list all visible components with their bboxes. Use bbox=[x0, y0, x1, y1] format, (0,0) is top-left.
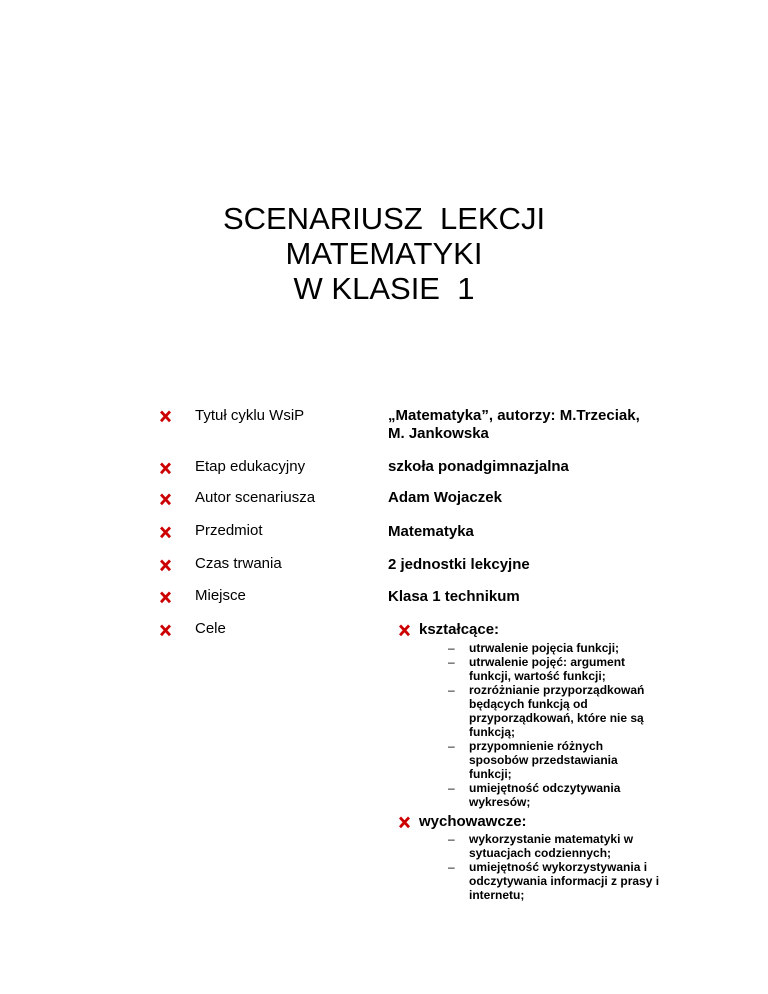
row-value bbox=[388, 489, 748, 507]
title-line-1: SCENARIUSZ LEKCJI bbox=[222, 201, 546, 236]
row-value bbox=[388, 588, 748, 606]
red-cross-icon bbox=[158, 590, 173, 605]
row-label: Tytuł cyklu WsiP bbox=[195, 407, 305, 424]
row-value-line: Adam Wojaczek bbox=[388, 489, 502, 506]
list-item bbox=[448, 655, 708, 683]
title-line-3: W KLASIE 1 bbox=[293, 271, 475, 306]
list-item-line: funkcją; bbox=[469, 725, 516, 739]
row-value bbox=[388, 407, 748, 443]
red-cross-icon bbox=[397, 623, 412, 638]
red-cross-icon bbox=[158, 492, 173, 507]
row-value-line: Klasa 1 technikum bbox=[388, 588, 520, 605]
row-value-line: „Matematyka”, autorzy: M.Trzeciak, bbox=[388, 407, 640, 424]
list-item-line: internetu; bbox=[469, 888, 525, 902]
dash: – bbox=[448, 781, 455, 795]
dash: – bbox=[448, 683, 455, 697]
list-item-line: funkcji, wartość funkcji; bbox=[469, 669, 606, 683]
row-value bbox=[388, 556, 748, 574]
list-item-line: utrwalenie pojęcia funkcji; bbox=[469, 641, 620, 655]
dash: – bbox=[448, 655, 455, 669]
dash: – bbox=[448, 641, 455, 655]
red-cross-icon bbox=[158, 525, 173, 540]
list-item bbox=[448, 641, 708, 655]
list-item-line: utrwalenie pojęć: argument bbox=[469, 655, 626, 669]
list-item-line: przyporządkowań, które nie są bbox=[469, 711, 644, 725]
list-item bbox=[448, 739, 708, 781]
list-item-line: funkcji; bbox=[469, 767, 512, 781]
goals-upbringing-list bbox=[448, 832, 708, 902]
dash: – bbox=[448, 860, 455, 874]
red-cross-icon bbox=[158, 623, 173, 638]
red-cross-icon bbox=[158, 461, 173, 476]
goals-upbringing-title: wychowawcze: bbox=[419, 813, 527, 830]
row-value-line: szkoła ponadgimnazjalna bbox=[388, 458, 569, 475]
list-item-line: przypomnienie różnych bbox=[469, 739, 604, 753]
row-value bbox=[388, 458, 748, 476]
row-label: Cele bbox=[195, 620, 226, 637]
row-value-line: 2 jednostki lekcyjne bbox=[388, 556, 530, 573]
list-item-line: umiejętność odczytywania bbox=[469, 781, 621, 795]
row-label: Miejsce bbox=[195, 587, 246, 604]
list-item-line: odczytywania informacji z prasy i bbox=[469, 874, 660, 888]
list-item-line: wykresów; bbox=[469, 795, 531, 809]
row-label: Przedmiot bbox=[195, 522, 263, 539]
title-line-2: MATEMATYKI bbox=[285, 236, 483, 271]
red-cross-icon bbox=[158, 409, 173, 424]
goals-educational-title: kształcące: bbox=[419, 621, 500, 638]
dash: – bbox=[448, 739, 455, 753]
list-item bbox=[448, 781, 708, 809]
list-item-line: wykorzystanie matematyki w bbox=[469, 832, 634, 846]
row-value bbox=[388, 523, 748, 541]
list-item bbox=[448, 832, 708, 860]
document-title bbox=[0, 201, 768, 306]
list-item-line: będących funkcją od bbox=[469, 697, 588, 711]
red-cross-icon bbox=[397, 815, 412, 830]
dash: – bbox=[448, 832, 455, 846]
row-value-line: Matematyka bbox=[388, 523, 474, 540]
list-item-line: umiejętność wykorzystywania i bbox=[469, 860, 648, 874]
list-item-line: rozróżnianie przyporządkowań bbox=[469, 683, 645, 697]
row-value-line: M. Jankowska bbox=[388, 425, 489, 442]
list-item bbox=[448, 860, 708, 902]
row-label: Autor scenariusza bbox=[195, 489, 316, 506]
red-cross-icon bbox=[158, 558, 173, 573]
list-item-line: sposobów przedstawiania bbox=[469, 753, 618, 767]
row-label: Czas trwania bbox=[195, 555, 282, 572]
list-item-line: sytuacjach codziennych; bbox=[469, 846, 612, 860]
row-label: Etap edukacyjny bbox=[195, 458, 306, 475]
list-item bbox=[448, 683, 708, 739]
goals-educational-list bbox=[448, 641, 708, 809]
